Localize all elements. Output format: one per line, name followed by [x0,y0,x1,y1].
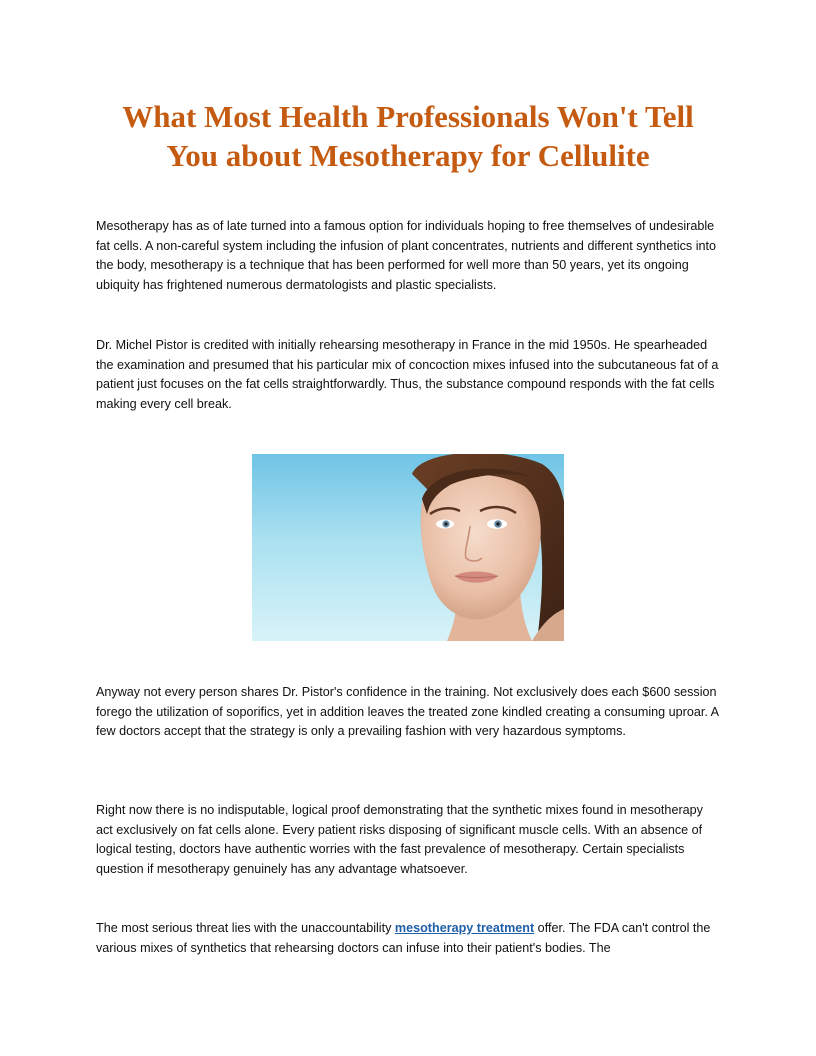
paragraph-threat-end: offer. The FDA can't control the various mixes of synthetics that rehearsing doctors can infuse into their patient's bodies. The [96,921,711,955]
paragraph-evidence: Right now there is no indisputable, logical proof demonstrating that the synthetic mixes found in mesotherapy act exclusively on fat cells alone. Every patient risks disposing of significant muscle cells. With an absence of logical testing, doctors have authentic worries with the fast prevalence of mesotherapy. Certain specialists question if mesotherapy genuinely has any advantage whatsoever. [96,803,703,876]
paragraph-criticism: Anyway not every person shares Dr. Pistor's confidence in the training. Not exclusively does each $600 session forego the utilization of soporifics, yet in addition leaves the treated zone kindled creating a consuming uproar. A few doctors accept that the strategy is only a prevailing fashion with very hazardous symptoms. [96,685,719,738]
paragraph-threat-start: The most serious threat lies with the unaccountability [96,921,395,935]
mesotherapy-treatment-link[interactable]: mesotherapy treatment [394,921,535,935]
paragraph-threat [96,919,720,958]
page-title: What Most Health Professionals Won't Tell You about Mesotherapy for Cellulite [122,99,694,173]
woman-face-photo [252,454,564,641]
paragraph-history: Dr. Michel Pistor is credited with initially rehearsing mesotherapy in France in the mid 1950s. He spearheaded the examination and presumed that his particular mix of concoction mixes infused into the subcutaneous fat of a patient just focuses on the fat cells straightforwardly. Thus, the substance compound responds with the fat cells making every cell break. [96,338,719,411]
paragraph-intro: Mesotherapy has as of late turned into a famous option for individuals hoping to free themselves of undesirable fat cells. A non-careful system including the infusion of plant concentrates, nutrients and different synthetics into the body, mesotherapy is a technique that has been performed for well more than 50 years, yet its ongoing ubiquity has frightened numerous dermatologists and plastic specialists. [96,219,717,292]
